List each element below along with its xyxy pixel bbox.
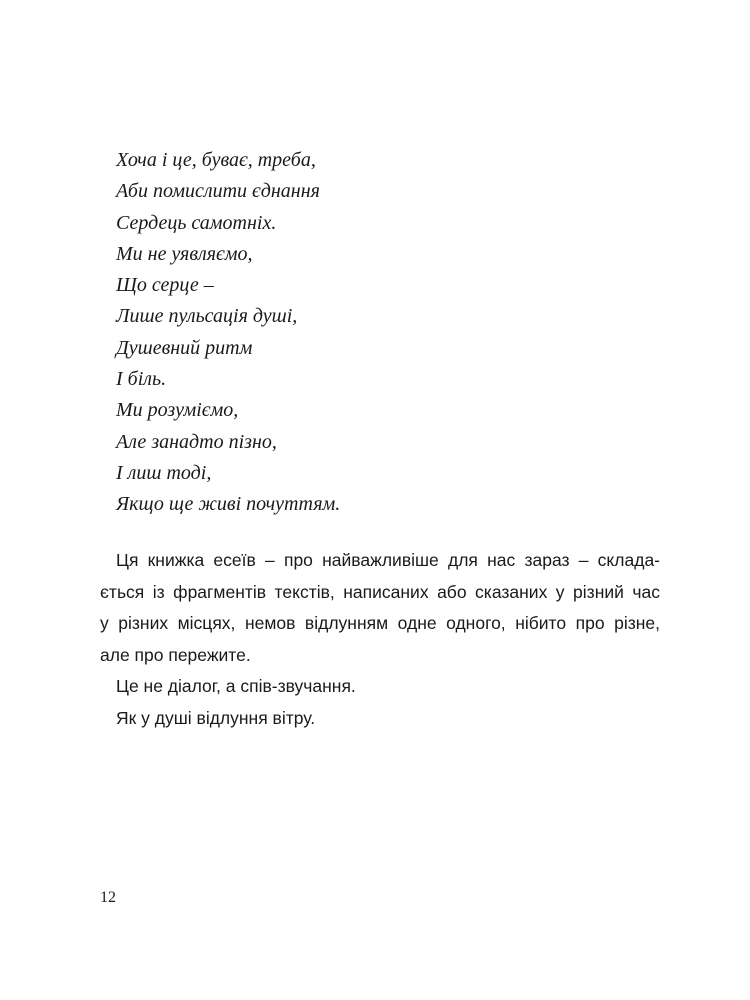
poem-line: Що серце – xyxy=(116,274,214,297)
poem-line: Ми не уявляємо, xyxy=(116,242,253,265)
paragraph-line: але про пережите. xyxy=(100,644,251,665)
poem-line: Душевний ритм xyxy=(116,336,253,359)
prose-paragraph-2: Це не діалог, а спів-звучання. xyxy=(116,676,356,696)
poem-line: Ми розуміємо, xyxy=(116,399,239,422)
poem xyxy=(116,145,656,521)
poem-line: Якщо ще живі почуттям. xyxy=(116,493,341,516)
paragraph-line: Ця книжка есеїв – про найважливіше для нас зараз – склада- xyxy=(116,550,660,570)
poem-line: Лише пульсація душі, xyxy=(116,305,298,328)
poem-line: І біль. xyxy=(116,368,167,391)
poem-line: Сердець самотніх. xyxy=(116,211,277,234)
poem-line: І лиш тоді, xyxy=(116,461,212,484)
poem-line: Але занадто пізно, xyxy=(116,430,277,453)
prose-body xyxy=(100,545,660,734)
paragraph-line: у різних місцях, немов відлунням одне одного, нібито про різне, xyxy=(100,613,660,633)
prose-paragraph-1 xyxy=(100,545,660,671)
poem-line: Аби помислити єднання xyxy=(116,180,320,203)
page-number: 12 xyxy=(100,889,116,906)
poem-line: Хоча і це, буває, треба, xyxy=(116,149,316,171)
prose-paragraph-3: Як у душі відлуння вітру. xyxy=(116,707,316,728)
paragraph-line: ється із фрагментів текстів, написаних або сказаних у різний час xyxy=(100,581,660,602)
